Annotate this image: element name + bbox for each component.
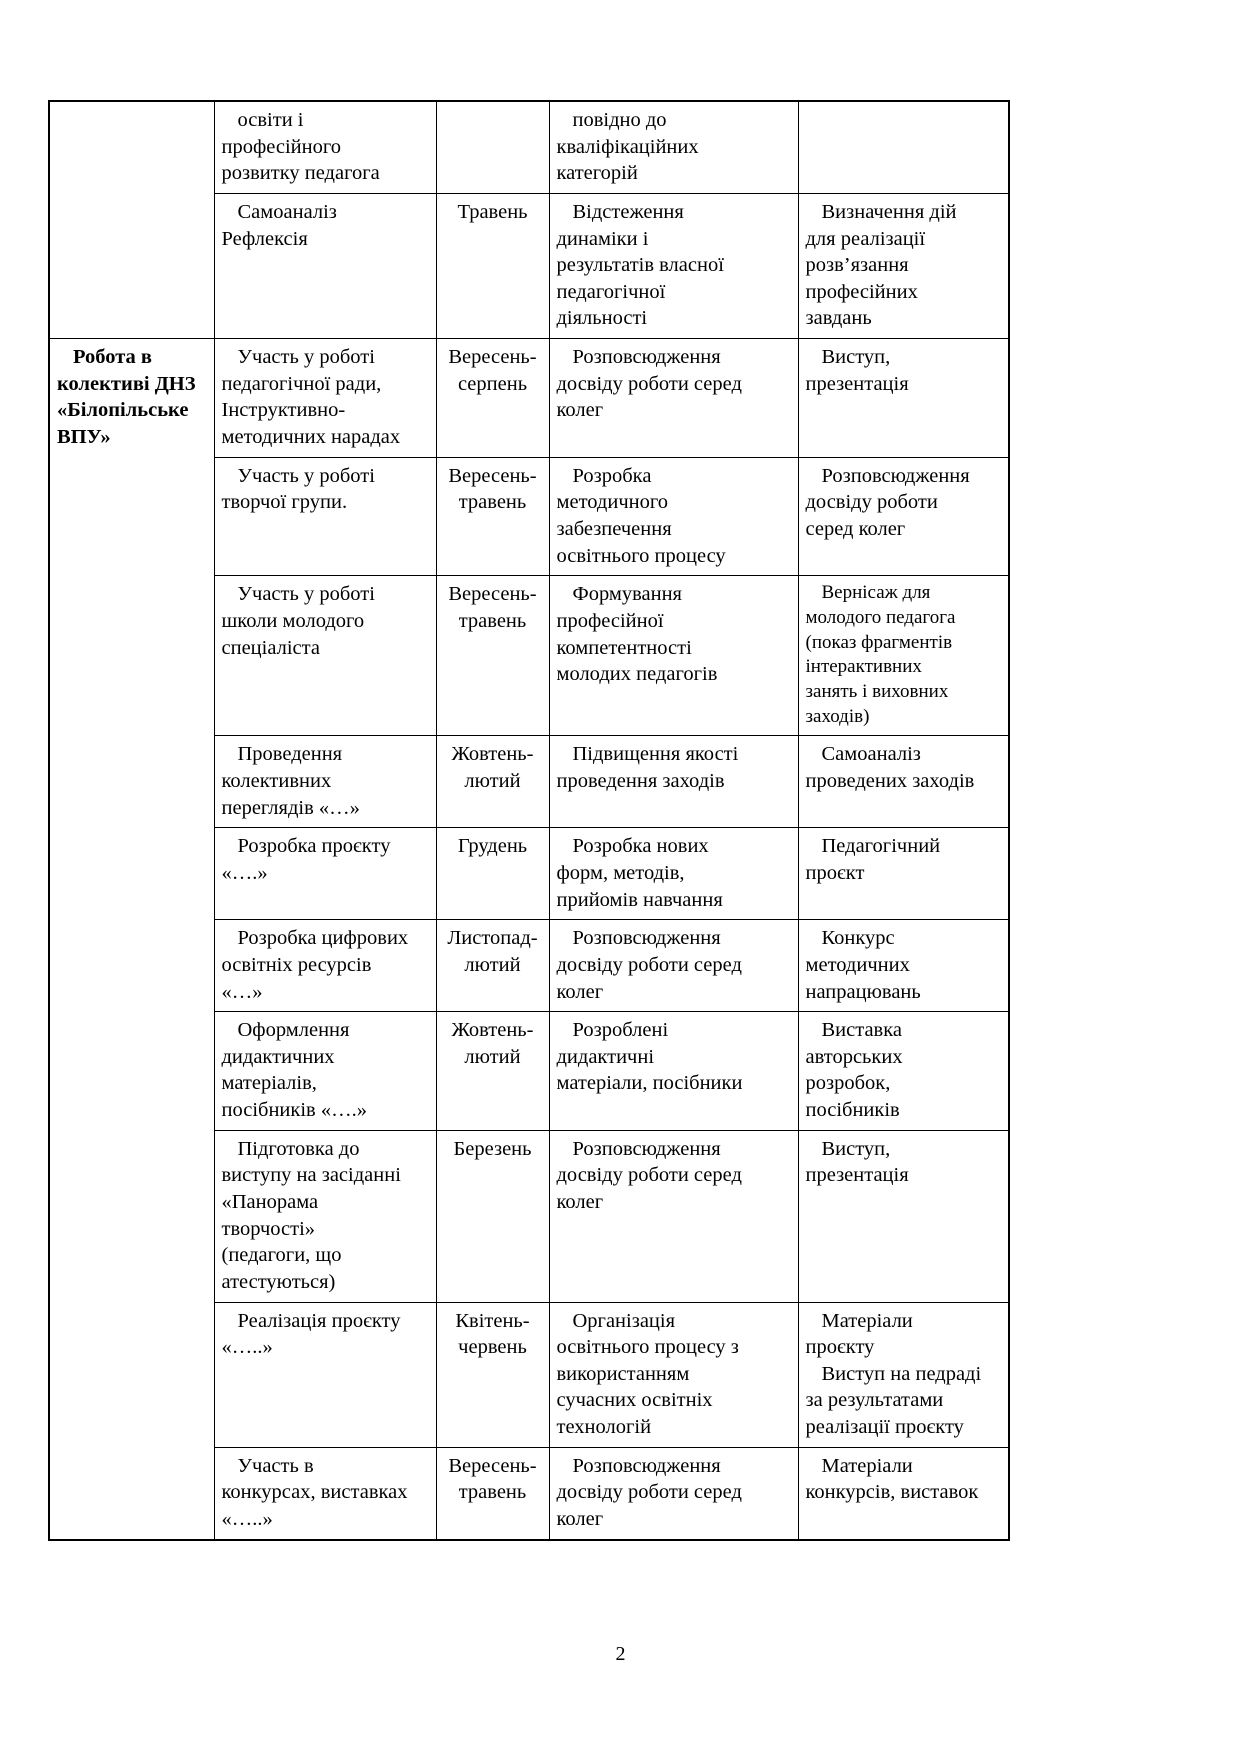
- period-line: серпень: [457, 372, 528, 395]
- cell-activity: [214, 920, 436, 1012]
- period-line: травень: [458, 491, 527, 514]
- result-line: форм, методів,: [556, 861, 685, 884]
- result-line: дидактичні: [556, 1045, 655, 1068]
- cell-period: [436, 101, 549, 193]
- period-line: Жовтень-: [451, 743, 534, 766]
- period-line: травень: [458, 609, 527, 632]
- cell-form: [798, 1012, 1009, 1131]
- professional-development-plan-table: [48, 100, 1010, 1541]
- cell-result: [549, 457, 798, 576]
- activity-line: дидактичних: [221, 1045, 335, 1068]
- period-line: Вересень-: [448, 346, 537, 369]
- activity-line: матеріалів,: [221, 1072, 317, 1095]
- cell-activity: [214, 457, 436, 576]
- period-line: лютий: [464, 953, 521, 976]
- activity-line: посібників «….»: [221, 1099, 367, 1122]
- activity-line: Розробка цифрових: [237, 927, 409, 950]
- result-line: колег: [556, 399, 604, 422]
- activity-line: переглядів «…»: [221, 796, 360, 819]
- form-line: Самоаналіз: [821, 743, 921, 766]
- period-line: Березень: [453, 1137, 532, 1160]
- result-line: освітнього процесу: [556, 544, 726, 567]
- activity-line: «…»: [221, 980, 263, 1003]
- cell-activity: [214, 339, 436, 458]
- form-line: завдань: [805, 307, 872, 330]
- cell-form: [798, 339, 1009, 458]
- form-line: проєкт: [805, 861, 865, 884]
- cell-activity: [214, 101, 436, 193]
- result-line: Розроблені: [572, 1019, 669, 1042]
- cell-period: [436, 920, 549, 1012]
- cell-activity: [214, 828, 436, 920]
- cell-result: [549, 736, 798, 828]
- cell-result: [549, 1302, 798, 1447]
- activity-line: Реалізація проєкту: [237, 1309, 401, 1332]
- activity-line: Підготовка до: [237, 1137, 360, 1160]
- activity-line: Інструктивно-: [221, 399, 346, 422]
- activity-line: «Панорама: [221, 1190, 319, 1213]
- cell-result: [549, 1012, 798, 1131]
- activity-line: Рефлексія: [221, 227, 308, 250]
- cell-form: [798, 1130, 1009, 1302]
- cell-result: [549, 1130, 798, 1302]
- result-line: результатів власної: [556, 254, 724, 277]
- form-line: посібників: [805, 1099, 900, 1122]
- form-line: авторських: [805, 1045, 903, 1068]
- cell-result: [549, 339, 798, 458]
- cell-form: [798, 920, 1009, 1012]
- period-line: Вересень-: [448, 1454, 537, 1477]
- cell-area: [49, 101, 214, 339]
- table-row: [49, 339, 1009, 458]
- cell-result: [549, 576, 798, 736]
- form-line: реалізації проєкту: [805, 1416, 964, 1439]
- cell-form: [798, 828, 1009, 920]
- period-line: лютий: [464, 770, 521, 793]
- cell-period: [436, 736, 549, 828]
- form-line: серед колег: [805, 517, 906, 540]
- period-line: лютий: [464, 1045, 521, 1068]
- result-line: використанням: [556, 1362, 690, 1385]
- form-line: конкурсів, виставок: [805, 1481, 979, 1504]
- form-line: презентація: [805, 1164, 909, 1187]
- cell-period: [436, 828, 549, 920]
- result-line: педагогічної: [556, 280, 666, 303]
- form-line: Педагогічний: [821, 835, 941, 858]
- cell-period: [436, 1302, 549, 1447]
- result-line: освітнього процесу з: [556, 1336, 739, 1359]
- activity-line: виступу на засіданні: [221, 1164, 401, 1187]
- table-body: [49, 101, 1009, 1540]
- result-line: Розповсюдження: [572, 927, 721, 950]
- cell-activity: [214, 576, 436, 736]
- form-line: проєкту: [805, 1336, 875, 1359]
- form-line: молодого педагога: [805, 606, 956, 628]
- activity-line: розвитку педагога: [221, 162, 380, 185]
- period-line: Жовтень-: [451, 1019, 534, 1042]
- period-line: червень: [458, 1336, 527, 1359]
- result-line: матеріали, посібники: [556, 1072, 743, 1095]
- result-line: професійної: [556, 609, 664, 632]
- result-line: Розповсюдження: [572, 346, 721, 369]
- result-line: колег: [556, 1190, 604, 1213]
- cell-result: [549, 193, 798, 338]
- result-line: Розробка нових: [572, 835, 709, 858]
- cell-period: [436, 193, 549, 338]
- activity-line: Участь у роботі: [237, 583, 375, 606]
- activity-line: колективних: [221, 770, 332, 793]
- activity-line: освіти і: [237, 109, 304, 131]
- result-line: кваліфікаційних: [556, 135, 699, 158]
- form-line: заходів): [805, 705, 870, 727]
- result-line: колег: [556, 980, 604, 1003]
- form-line: Виступ,: [821, 1137, 891, 1160]
- result-line: технологій: [556, 1416, 652, 1439]
- form-line: Виступ,: [821, 346, 891, 369]
- result-line: компетентності: [556, 636, 692, 659]
- period-line: Грудень: [457, 835, 528, 858]
- result-line: Організація: [572, 1309, 676, 1332]
- cell-period: [436, 1012, 549, 1131]
- cell-period: [436, 1130, 549, 1302]
- result-line: колег: [556, 1508, 604, 1531]
- activity-line: освітніх ресурсів: [221, 953, 372, 976]
- cell-activity: [214, 1447, 436, 1539]
- activity-line: професійного: [221, 135, 341, 158]
- cell-period: [436, 339, 549, 458]
- cell-activity: [214, 1130, 436, 1302]
- form-line: Виступ на педраді: [821, 1362, 982, 1385]
- cell-form: [798, 1447, 1009, 1539]
- form-line: за результатами: [805, 1389, 944, 1412]
- cell-period: [436, 457, 549, 576]
- result-line: Формування: [572, 583, 682, 606]
- activity-line: Оформлення: [237, 1019, 350, 1042]
- activity-line: атестуються): [221, 1270, 336, 1293]
- cell-form: [798, 193, 1009, 338]
- activity-line: спеціаліста: [221, 636, 320, 659]
- cell-result: [549, 1447, 798, 1539]
- form-line: Визначення дій: [821, 200, 957, 223]
- activity-line: педагогічної ради,: [221, 372, 382, 395]
- activity-line: «….»: [221, 861, 268, 884]
- activity-line: творчості»: [221, 1217, 316, 1240]
- page-number: 2: [615, 1643, 626, 1665]
- cell-result: [549, 920, 798, 1012]
- form-line: розв’язання: [805, 254, 909, 277]
- form-line: інтерактивних: [805, 656, 922, 678]
- area-label: Робота в колективі ДНЗ «Білопільське ВПУ»: [57, 346, 196, 449]
- form-line: для реалізації: [805, 227, 926, 250]
- cell-result: [549, 101, 798, 193]
- result-line: Відстеження: [572, 200, 684, 223]
- cell-activity: [214, 193, 436, 338]
- activity-line: «…..»: [221, 1336, 273, 1359]
- cell-period: [436, 1447, 549, 1539]
- period-line: Травень: [457, 200, 528, 223]
- result-line: повідно до: [572, 109, 667, 131]
- period-line: Вересень-: [448, 583, 537, 606]
- activity-line: Самоаналіз: [237, 200, 337, 223]
- form-line: (показ фрагментів: [805, 631, 953, 653]
- activity-line: (педагоги, що: [221, 1244, 342, 1267]
- form-line: Розповсюдження: [821, 464, 970, 487]
- cell-form: [798, 576, 1009, 736]
- form-line: розробок,: [805, 1072, 891, 1095]
- activity-line: Участь в: [237, 1454, 314, 1477]
- form-line: напрацювань: [805, 980, 921, 1003]
- form-line: Виставка: [821, 1019, 902, 1042]
- form-line: методичних: [805, 953, 910, 976]
- form-line: Вернісаж для: [821, 582, 931, 604]
- form-line: Конкурс: [821, 927, 895, 950]
- cell-area: [49, 339, 214, 1540]
- result-line: проведення заходів: [556, 770, 725, 793]
- result-line: досвіду роботи серед: [556, 372, 742, 395]
- period-line: Квітень-: [455, 1309, 530, 1332]
- result-line: молодих педагогів: [556, 663, 718, 686]
- result-line: методичного: [556, 491, 668, 514]
- activity-line: «…..»: [221, 1508, 273, 1531]
- result-line: динаміки і: [556, 227, 649, 250]
- period-line: травень: [458, 1481, 527, 1504]
- result-line: прийомів навчання: [556, 888, 723, 911]
- table-row: [49, 101, 1009, 193]
- cell-form: [798, 1302, 1009, 1447]
- cell-form: [798, 736, 1009, 828]
- activity-line: Проведення: [237, 743, 343, 766]
- cell-period: [436, 576, 549, 736]
- activity-line: Участь у роботі: [237, 464, 375, 487]
- result-line: Розповсюдження: [572, 1137, 721, 1160]
- cell-activity: [214, 1012, 436, 1131]
- form-line: занять і виховних: [805, 681, 949, 702]
- result-line: сучасних освітніх: [556, 1389, 713, 1412]
- result-line: Розробка: [572, 464, 652, 487]
- form-line: Матеріали: [821, 1454, 913, 1477]
- activity-line: творчої групи.: [221, 491, 348, 514]
- result-line: забезпечення: [556, 517, 672, 540]
- cell-form: [798, 101, 1009, 193]
- result-line: досвіду роботи серед: [556, 953, 742, 976]
- cell-result: [549, 828, 798, 920]
- form-line: Матеріали: [821, 1309, 913, 1332]
- result-line: досвіду роботи серед: [556, 1481, 742, 1504]
- period-line: Листопад-: [447, 927, 538, 950]
- activity-line: школи молодого: [221, 609, 365, 632]
- result-line: діяльності: [556, 307, 648, 330]
- cell-activity: [214, 736, 436, 828]
- activity-line: методичних нарадах: [221, 426, 401, 449]
- activity-line: конкурсах, виставках: [221, 1481, 408, 1504]
- result-line: Розповсюдження: [572, 1454, 721, 1477]
- result-line: Підвищення якості: [572, 743, 739, 766]
- activity-line: Участь у роботі: [237, 346, 375, 369]
- cell-form: [798, 457, 1009, 576]
- form-line: професійних: [805, 280, 918, 303]
- form-line: проведених заходів: [805, 770, 975, 793]
- form-line: досвіду роботи: [805, 491, 938, 514]
- cell-activity: [214, 1302, 436, 1447]
- result-line: категорій: [556, 162, 638, 185]
- result-line: досвіду роботи серед: [556, 1164, 742, 1187]
- activity-line: Розробка проєкту: [237, 835, 391, 858]
- period-line: Вересень-: [448, 464, 537, 487]
- form-line: презентація: [805, 372, 909, 395]
